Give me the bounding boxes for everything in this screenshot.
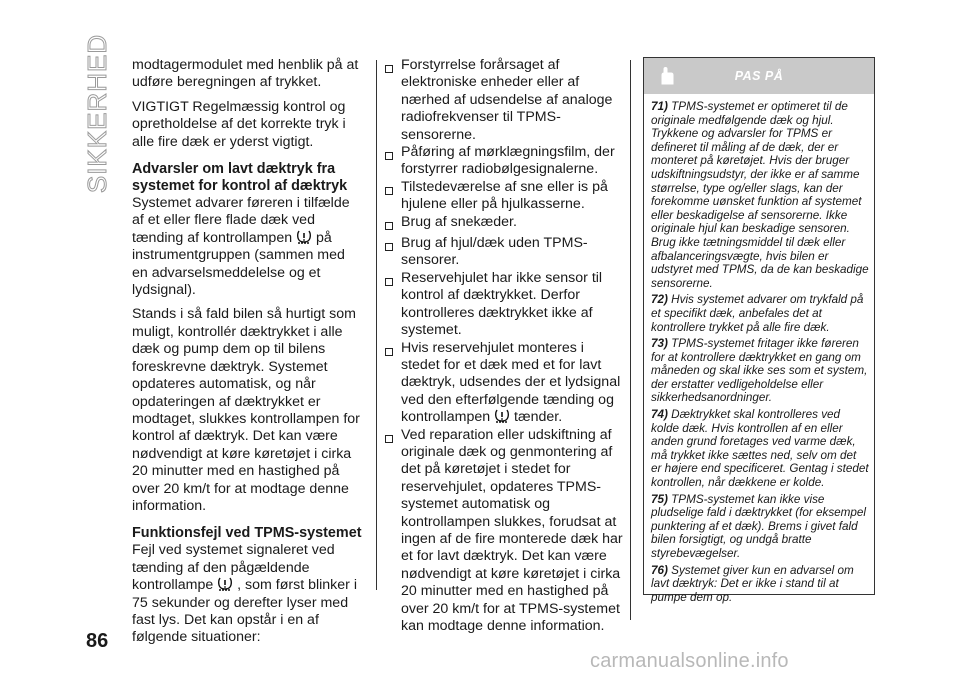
- square-bullet-icon: [385, 222, 393, 230]
- caution-item: [651, 493, 869, 561]
- list-item-text: Ved reparation eller udskiftning af originale dæk og genmontering af det på køretøjet i stedet for reservehjulet, opdateres TPMS-systemet automatisk og kontrollampen slukkes, forudsat at ingen af de fire monterede dæk har et for lavt dæktryk. Det kan være nødvendigt at køre køretøjet i cirka 20 minutter med en hastighed på over 20 km/t for at TPMS-systemet kan modtage denne information.: [401, 426, 623, 634]
- caution-item-text: TPMS-systemet fritager ikke føreren for at kontrollere dæktrykket en gang om måneden og skal ikke ses som et system, der erstatter vedligeholdelse eller sikkerhedsanordninger.: [651, 337, 868, 405]
- caution-item-text: TPMS-systemet er optimeret til de originale medfølgende dæk og hjul. Trykkene og advarsler for TPMS er defineret til måling af de dæk, der er monteret på køretøjet. Hvis der bruger udskiftningsudstyr, der ikke er af samme størrelse, type og/eller slags, kan der forekomme uønsket funktion af systemet eller beskadigelse af sensorerne. Ikke originale hjul kan beskadige sensoren. Brug ikke tætningsmiddel til dæk eller afbalanceringsvægte, hvis bilen er udstyret med TPMS, da de kan beskadige sensorerne.: [651, 100, 869, 290]
- caution-item: [651, 408, 869, 490]
- list-item: [385, 340, 623, 427]
- caution-item-number: 75): [651, 492, 668, 506]
- caution-item-number: 71): [651, 100, 668, 113]
- list-item: [385, 144, 623, 179]
- section-tab: [82, 33, 113, 193]
- caution-item-number: 74): [651, 408, 668, 422]
- column-divider: [376, 60, 377, 590]
- list-item: [385, 57, 623, 144]
- list-item-text: Forstyrrelse forårsaget af elektroniske enheder eller af nærhed af udsendelse af analoge radiofrekvenser til TPMS-sensorerne.: [401, 57, 613, 143]
- square-bullet-icon: [385, 278, 393, 286]
- list-item-text-part1: Hvis reservehjulet monteres i stedet for et dæk med et for lavt dæktryk, udsendes der et lydsignal ved den efterfølgende tænding og kontrollampen: [401, 339, 621, 426]
- caution-item: [651, 293, 869, 334]
- caution-item-number: 76): [651, 563, 668, 577]
- square-bullet-icon: [385, 152, 393, 160]
- list-item: [385, 270, 623, 340]
- caution-item-text: Hvis systemet advarer om trykfald på et specifikt dæk, anbefales det at kontrollere trykket på alle fire dæk.: [651, 293, 864, 334]
- column-left: [132, 57, 364, 654]
- square-bullet-icon: [385, 348, 393, 356]
- list-item-text: Tilstedeværelse af sne eller is på hjulene eller på hjulkasserne.: [401, 178, 608, 213]
- paragraph-stop-and-check: Stands i så fald bilen så hurtigt som muligt, kontrollér dæktrykket i alle dæk og pump dem op til bilens foreskrevne dæktryk. Systemet opdateres automatisk, og når opdateringen af dæktrykket er modtaget, slukkes kontrollampen for kontrol af dæktryk. Det kan være nødvendigt at køre køretøjet i cirka 20 minutter med en hastighed på over 20 km/t for at modtage denne information.: [132, 306, 360, 514]
- caution-panel-body: [644, 94, 874, 604]
- column-middle: [385, 57, 623, 635]
- caution-item: [651, 564, 869, 605]
- heading-low-pressure-warnings: Advarsler om lavt dæktryk fra systemet for kontrol af dæktryk: [132, 161, 348, 195]
- list-item-text-part2: tænder.: [514, 409, 563, 426]
- list-item-text: [401, 340, 623, 427]
- tpms-warning-icon: [217, 577, 233, 591]
- list-item-text: Reservehjulet har ikke sensor til kontrol af dæktrykket. Derfor kontrolleres dæktrykket ikke af systemet.: [401, 269, 603, 339]
- caution-item: [651, 337, 869, 405]
- caution-panel-title: PAS PÅ: [734, 69, 784, 83]
- tpms-warning-icon: [296, 230, 312, 244]
- list-item: [385, 427, 623, 636]
- caution-panel-header: [644, 58, 874, 94]
- paragraph-malfunction: [132, 542, 364, 646]
- caution-panel: [643, 57, 875, 604]
- paragraph-warning-light: [132, 195, 364, 299]
- intro-paragraph: modtagermodulet med henblik på at udføre beregningen af trykket.: [132, 57, 359, 91]
- section-tab-label: SIKKERHED: [82, 33, 113, 193]
- watermark: carmanualsonline.info: [590, 650, 789, 672]
- heading-tpms-malfunction: Funktionsfejl ved TPMS-systemet: [132, 525, 362, 542]
- tpms-warning-icon: [494, 409, 510, 423]
- paragraph-malfunction-part2: , som først blinker i 75 sekunder og derefter lyser med fast lys. Det kan opstår i en af følgende situationer:: [132, 577, 357, 646]
- list-item: [385, 179, 623, 214]
- page-number: 86: [86, 630, 109, 652]
- caution-item-text: Dæktrykket skal kontrolleres ved kolde dæk. Hvis kontrollen af en eller anden grund foretages ved varme dæk, må trykket ikke sættes ned, selv om det er højere end specificeret. Gentag i stedet kontrollen, når dækkene er kolde.: [651, 408, 869, 490]
- square-bullet-icon: [385, 187, 393, 195]
- square-bullet-icon: [385, 65, 393, 73]
- column-divider: [630, 60, 631, 620]
- list-item: [385, 214, 623, 235]
- caution-item: [651, 100, 869, 290]
- important-note: VIGTIGT Regelmæssig kontrol og opretholdelse af det korrekte tryk i alle fire dæk er yderst vigtigt.: [132, 98, 346, 150]
- caution-item-number: 72): [651, 293, 668, 307]
- list-item-text: Påføring af mørklægningsfilm, der forstyrrer radiobølgesignalerne.: [401, 144, 615, 178]
- paragraph-warning-light-part1: Systemet advarer føreren i tilfælde af et eller flere flade dæk ved tænding af kontrollampen: [132, 195, 350, 246]
- square-bullet-icon: [385, 243, 393, 251]
- paragraph-malfunction-part1: Fejl ved systemet signaleret ved tænding af den pågældende kontrollampe: [132, 542, 335, 594]
- list-item: [385, 235, 623, 270]
- paragraph-warning-light-part2: på instrumentgruppen (sammen med en advarselsmeddelelse og et lydsignal).: [132, 229, 345, 299]
- caution-item-text: Systemet giver kun en advarsel om lavt dæktryk: Det er ikke i stand til at pumpe dem op.: [651, 563, 854, 604]
- caution-item-text: TPMS-systemet kan ikke vise pludselige fald i dæktrykket (for eksempel punktering af et dæk). Brems i givet fald bilen forsigtigt, og undgå bratte styrebevægelser.: [651, 492, 867, 560]
- list-item-text: Brug af hjul/dæk uden TPMS-sensorer.: [401, 235, 588, 269]
- list-item-text: Brug af snekæder.: [401, 213, 517, 230]
- square-bullet-icon: [385, 435, 393, 443]
- caution-item-number: 73): [651, 337, 668, 351]
